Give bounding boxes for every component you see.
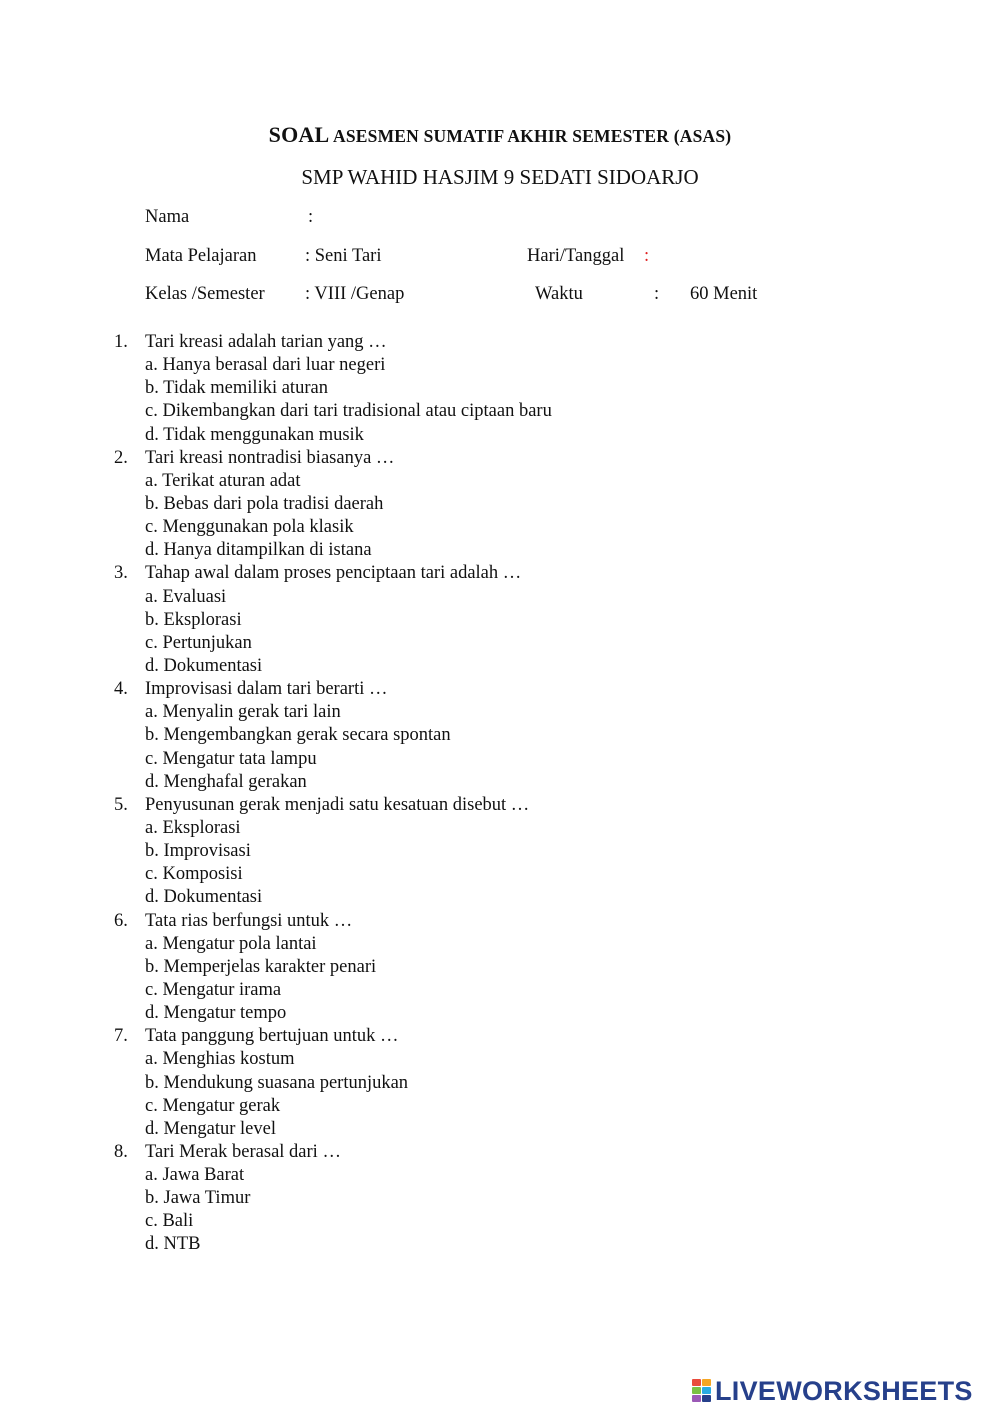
question-number: 1. bbox=[114, 332, 128, 352]
name-label: Nama bbox=[145, 207, 190, 227]
class-value: : VIII /Genap bbox=[305, 284, 405, 304]
subject-value: : Seni Tari bbox=[305, 246, 382, 266]
time-value: 60 Menit bbox=[690, 284, 758, 304]
option-d: d. Dokumentasi bbox=[145, 887, 263, 908]
option-c: c. Pertunjukan bbox=[145, 632, 252, 653]
logo-block bbox=[692, 1395, 701, 1402]
liveworksheets-logo-icon bbox=[692, 1379, 712, 1403]
question-number: 2. bbox=[114, 447, 128, 468]
title-rest: ASESMEN SUMATIF AKHIR SEMESTER (ASAS) bbox=[329, 126, 732, 146]
liveworksheets-logo-text: LIVEWORKSHEETS bbox=[715, 1375, 973, 1406]
question-text: Tari kreasi nontradisi biasanya … bbox=[145, 447, 395, 468]
option-b: b. Eksplorasi bbox=[145, 609, 242, 630]
question-number: 6. bbox=[114, 910, 128, 931]
question-number: 5. bbox=[114, 794, 128, 815]
option-b: b. Mengembangkan gerak secara spontan bbox=[145, 725, 451, 746]
school-name: SMP WAHID HASJIM 9 SEDATI SIDOARJO bbox=[301, 165, 699, 189]
option-c: c. Mengatur irama bbox=[145, 979, 282, 1000]
logo-block bbox=[702, 1379, 711, 1386]
question-item bbox=[0, 1025, 1000, 1141]
question-number: 4. bbox=[114, 679, 128, 700]
question-number: 3. bbox=[114, 563, 128, 584]
logo-block bbox=[692, 1379, 701, 1386]
question-item bbox=[0, 910, 1000, 1026]
question-text: Tata rias berfungsi untuk … bbox=[145, 910, 353, 931]
option-a: a. Jawa Barat bbox=[145, 1165, 245, 1186]
question-list bbox=[0, 331, 1000, 1257]
option-c: c. Dikembangkan dari tari tradisional atau ciptaan baru bbox=[145, 401, 552, 422]
option-d: d. NTB bbox=[145, 1234, 201, 1255]
option-b: b. Mendukung suasana pertunjukan bbox=[145, 1072, 409, 1093]
question-item bbox=[0, 447, 1000, 563]
question-item bbox=[0, 331, 1000, 447]
time-label: Waktu bbox=[535, 284, 583, 304]
liveworksheets-logo[interactable] bbox=[692, 1376, 973, 1406]
option-c: c. Mengatur tata lampu bbox=[145, 748, 317, 769]
option-a: a. Hanya berasal dari luar negeri bbox=[145, 355, 386, 376]
option-a: a. Mengatur pola lantai bbox=[145, 933, 317, 954]
logo-block bbox=[702, 1387, 711, 1394]
class-label: Kelas /Semester bbox=[145, 284, 265, 304]
question-item bbox=[0, 1141, 1000, 1257]
option-b: b. Memperjelas karakter penari bbox=[145, 956, 377, 977]
title-prefix: SOAL bbox=[268, 122, 330, 147]
document-title bbox=[0, 122, 1000, 148]
question-text: Tari Merak berasal dari … bbox=[145, 1141, 341, 1162]
option-d: d. Tidak menggunakan musik bbox=[145, 424, 364, 445]
option-c: c. Komposisi bbox=[145, 864, 243, 885]
option-a: a. Menyalin gerak tari lain bbox=[145, 702, 341, 723]
option-b: b. Bebas dari pola tradisi daerah bbox=[145, 493, 384, 514]
subject-label: Mata Pelajaran bbox=[145, 246, 257, 266]
question-number: 8. bbox=[114, 1141, 128, 1162]
option-a: a. Eksplorasi bbox=[145, 817, 241, 838]
option-c: c. Bali bbox=[145, 1211, 194, 1232]
logo-block bbox=[702, 1395, 711, 1402]
option-c: c. Mengatur gerak bbox=[145, 1095, 281, 1116]
question-item bbox=[0, 678, 1000, 794]
option-c: c. Menggunakan pola klasik bbox=[145, 517, 354, 538]
option-d: d. Hanya ditampilkan di istana bbox=[145, 540, 372, 561]
question-text: Penyusunan gerak menjadi satu kesatuan disebut … bbox=[145, 794, 530, 815]
option-d: d. Dokumentasi bbox=[145, 655, 263, 676]
question-item bbox=[0, 794, 1000, 910]
time-colon: : bbox=[654, 284, 660, 304]
date-colon: : bbox=[644, 246, 650, 266]
option-b: b. Tidak memiliki aturan bbox=[145, 378, 328, 399]
question-text: Tahap awal dalam proses penciptaan tari adalah … bbox=[145, 563, 522, 584]
option-d: d. Mengatur tempo bbox=[145, 1003, 287, 1024]
option-d: d. Mengatur level bbox=[145, 1118, 276, 1139]
option-a: a. Terikat aturan adat bbox=[145, 470, 301, 491]
option-a: a. Evaluasi bbox=[145, 586, 227, 607]
question-number: 7. bbox=[114, 1026, 128, 1047]
option-a: a. Menghias kostum bbox=[145, 1049, 295, 1070]
date-label: Hari/Tanggal bbox=[527, 246, 625, 266]
option-d: d. Menghafal gerakan bbox=[145, 771, 307, 792]
option-b: b. Improvisasi bbox=[145, 841, 251, 862]
option-b: b. Jawa Timur bbox=[145, 1188, 251, 1209]
question-item bbox=[0, 562, 1000, 678]
logo-block bbox=[692, 1387, 701, 1394]
name-colon: : bbox=[308, 207, 314, 227]
question-text: Tata panggung bertujuan untuk … bbox=[145, 1026, 399, 1047]
question-text: Tari kreasi adalah tarian yang … bbox=[145, 332, 387, 352]
question-text: Improvisasi dalam tari berarti … bbox=[145, 679, 388, 700]
